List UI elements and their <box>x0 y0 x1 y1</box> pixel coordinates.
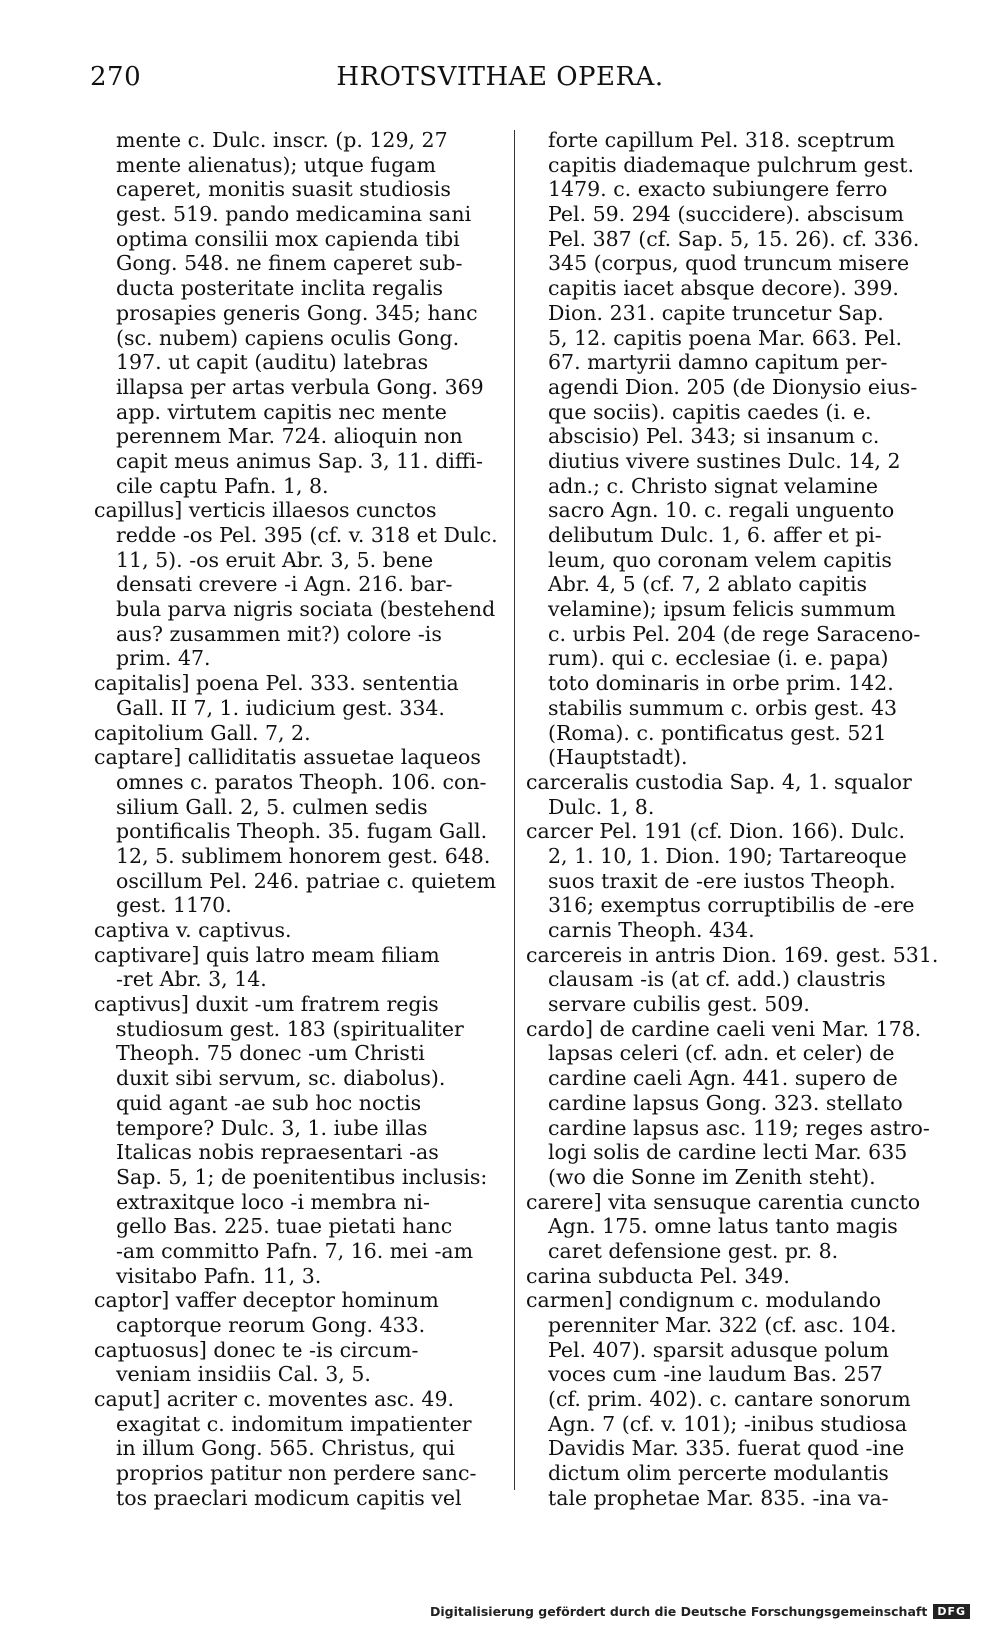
entry-line: Pel. 59. 294 (succidere). abscisum <box>548 202 904 227</box>
entry-line: Abr. 4, 5 (cf. 7, 2 ablato capitis <box>548 572 868 597</box>
entry-headword-line: capitalis] poena Pel. 333. sententia <box>94 671 459 696</box>
entry-line: que sociis). capitis caedes (i. e. <box>548 399 872 424</box>
entry-line: bula parva nigris sociata (bestehend <box>116 597 496 622</box>
dfg-logo: DFG <box>933 1604 970 1619</box>
entry-line: extraxitque loco -i membra ni- <box>116 1189 430 1214</box>
entry-line: -ret Abr. 3, 14. <box>116 967 267 992</box>
entry-line: 67. martyrii damno capitum per- <box>548 350 888 375</box>
entry-line: agendi Dion. 205 (de Dionysio eius- <box>548 374 918 399</box>
entry-line: prim. 47. <box>116 646 211 671</box>
entry-line: veniam insidiis Cal. 3, 5. <box>116 1362 371 1387</box>
entry-line: redde -os Pel. 395 (cf. v. 318 et Dulc. <box>116 523 498 547</box>
entry-line: in illum Gong. 565. Christus, qui <box>116 1436 455 1461</box>
entry-line: voces cum -ine laudum Bas. 257 <box>548 1362 883 1387</box>
entry-line: perenniter Mar. 322 (cf. asc. 104. <box>548 1313 897 1337</box>
entry-line: Pel. 407). sparsit adusque polum <box>548 1337 889 1362</box>
entry-headword-line: carceralis custodia Sap. 4, 1. squalor <box>526 769 912 794</box>
entry-line: Dion. 231. capite truncetur Sap. <box>548 300 884 325</box>
entry-line: 5, 12. capitis poena Mar. 663. Pel. <box>548 325 902 350</box>
entry-line: tempore? Dulc. 3, 1. iube illas <box>116 1115 428 1140</box>
entry-line: capit meus animus Sap. 3, 11. diffi- <box>116 448 483 473</box>
right-column <box>526 128 940 1511</box>
entry-line: captorque reorum Gong. 433. <box>116 1313 426 1337</box>
entry-line: Gall. II 7, 1. iudicium gest. 334. <box>116 695 445 720</box>
entry-headword-line: captare] calliditatis assuetae laqueos <box>94 745 481 770</box>
entry-line: (Roma). c. pontificatus gest. 521 <box>548 720 887 745</box>
entry-line: silium Gall. 2, 5. culmen sedis <box>116 794 428 819</box>
entry-line: servare cubilis gest. 509. <box>548 992 810 1017</box>
entry-line: cardine lapsus asc. 119; reges astro- <box>548 1115 930 1140</box>
entry-line: studiosum gest. 183 (spiritualiter <box>116 1016 464 1041</box>
entry-line: caret defensione gest. pr. 8. <box>548 1238 839 1263</box>
page-header <box>90 62 910 102</box>
entry-line: pontificalis Theoph. 35. fugam Gall. <box>116 819 488 844</box>
entry-line: toto dominaris in orbe prim. 142. <box>548 671 894 696</box>
entry-line: 1479. c. exacto subiungere ferro <box>548 177 888 202</box>
entry-line: (wo die Sonne im Zenith steht). <box>548 1164 876 1189</box>
entry-line: velamine); ipsum felicis summum <box>548 597 896 622</box>
entry-line: optima consilii mox capienda tibi <box>116 226 460 251</box>
entry-headword-line: capillus] verticis illaesos cunctos <box>94 498 437 523</box>
entry-line: adn.; c. Christo signat velamine <box>548 473 879 498</box>
entry-line: lapsas celeri (cf. adn. et celer) de <box>548 1041 895 1066</box>
entry-line: (Hauptstadt). <box>548 745 688 770</box>
entry-line: cardine caeli Agn. 441. supero de <box>548 1066 898 1091</box>
entry-headword-line: carmen] condignum c. modulando <box>526 1288 882 1313</box>
entry-line: capitis iacet absque decore). 399. <box>548 276 899 301</box>
entry-line: forte capillum Pel. 318. sceptrum <box>548 128 895 152</box>
entry-line: (sc. nubem) capiens oculis Gong. <box>116 325 460 350</box>
entry-line: tale prophetae Mar. 835. -ina va- <box>548 1485 889 1510</box>
entry-line: gest. 519. pando medicamina sani <box>116 202 472 227</box>
running-title: HROTSVITHAE OPERA. <box>336 62 664 92</box>
entry-line: Agn. 175. omne latus tanto magis <box>548 1214 898 1239</box>
entry-line: prosapies generis Gong. 345; hanc <box>116 300 478 325</box>
entry-headword-line: caput] acriter c. moventes asc. 49. <box>94 1387 455 1412</box>
entry-line: cardine lapsus Gong. 323. stellato <box>548 1090 903 1115</box>
entry-line: caperet, monitis suasit studiosis <box>116 177 451 202</box>
entry-line: diutius vivere sustines Dulc. 14, 2 <box>548 448 901 473</box>
page-number: 270 <box>90 62 142 92</box>
entry-headword-line: cardo] de cardine caeli veni Mar. 178. <box>526 1016 922 1041</box>
entry-headword-line: carcer Pel. 191 (cf. Dion. 166). Dulc. <box>526 819 905 844</box>
entry-line: mente alienatus); utque fugam <box>116 152 436 177</box>
entry-line: Dulc. 1, 8. <box>548 794 655 819</box>
entry-line: oscillum Pel. 246. patriae c. quietem <box>116 868 497 893</box>
entry-line: exagitat c. indomitum impatienter <box>116 1411 472 1436</box>
entry-line: sacro Agn. 10. c. regali unguento <box>548 498 895 523</box>
entry-line: suos traxit de -ere iustos Theoph. <box>548 868 896 893</box>
entry-line: stabilis summum c. orbis gest. 43 <box>548 695 898 720</box>
entry-line: proprios patitur non perdere sanc- <box>116 1461 477 1486</box>
entry-line: Agn. 7 (cf. v. 101); -inibus studiosa <box>548 1411 908 1436</box>
entry-headword-line: capitolium Gall. 7, 2. <box>94 720 311 745</box>
entry-line: dictum olim percerte modulantis <box>548 1461 889 1486</box>
column-divider <box>514 130 515 1490</box>
entry-line: cile captu Pafn. 1, 8. <box>116 473 329 498</box>
entry-headword-line: carere] vita sensuque carentia cuncto <box>526 1189 921 1214</box>
entry-line: 11, 5). -os eruit Abr. 3, 5. bene <box>116 547 434 572</box>
entry-line: app. virtutem capitis nec mente <box>116 399 447 424</box>
entry-line: Gong. 548. ne finem caperet sub- <box>116 251 463 276</box>
footer-text: Digitalisierung gefördert durch die Deutsche Forschungsgemeinschaft <box>429 1604 928 1619</box>
digitization-footer <box>430 1604 970 1619</box>
entry-line: omnes c. paratos Theoph. 106. con- <box>116 769 487 794</box>
entry-line: abscisio) Pel. 343; si insanum c. <box>548 424 880 449</box>
entry-headword-line: captiva v. captivus. <box>94 918 292 942</box>
entry-line: capitis diademaque pulchrum gest. <box>548 152 915 177</box>
entry-headword-line: captivus] duxit -um fratrem regis <box>94 992 439 1017</box>
entry-line: 12, 5. sublimem honorem gest. 648. <box>116 843 491 868</box>
entry-line: mente c. Dulc. inscr. (p. 129, 27 <box>116 128 448 152</box>
entry-line: tos praeclari modicum capitis vel <box>116 1485 462 1510</box>
entry-line: carnis Theoph. 434. <box>548 918 755 942</box>
entry-line: logi solis de cardine lecti Mar. 635 <box>548 1140 908 1165</box>
entry-line: gest. 1170. <box>116 893 232 918</box>
entry-line: 345 (corpus, quod truncum misere <box>548 251 910 276</box>
entry-line: 197. ut capit (auditu) latebras <box>116 350 429 375</box>
entry-line: Sap. 5, 1; de poenitentibus inclusis: <box>116 1164 488 1189</box>
entry-line: illapsa per artas verbula Gong. 369 <box>116 374 484 399</box>
entry-line: delibutum Dulc. 1, 6. affer et pi- <box>548 523 882 547</box>
entry-line: Davidis Mar. 335. fuerat quod -ine <box>548 1436 905 1461</box>
entry-line: quid agant -ae sub hoc noctis <box>116 1090 422 1115</box>
entry-headword-line: captor] vaffer deceptor hominum <box>94 1288 439 1313</box>
entry-headword-line: carina subducta Pel. 349. <box>526 1263 790 1288</box>
entry-line: duxit sibi servum, sc. diabolus). <box>116 1066 446 1091</box>
entry-line: leum, quo coronam velem capitis <box>548 547 892 572</box>
entry-line: 2, 1. 10, 1. Dion. 190; Tartareoque <box>548 843 907 868</box>
entry-line: aus? zusammen mit?) colore -is <box>116 621 442 646</box>
entry-line: Pel. 387 (cf. Sap. 5, 15. 26). cf. 336. <box>548 226 920 251</box>
entry-line: Theoph. 75 donec -um Christi <box>116 1041 425 1066</box>
entry-headword-line: captuosus] donec te -is circum- <box>94 1337 419 1362</box>
entry-line: perennem Mar. 724. alioquin non <box>116 424 463 449</box>
entry-line: -am committo Pafn. 7, 16. mei -am <box>116 1238 474 1263</box>
entry-headword-line: carcereis in antris Dion. 169. gest. 531. <box>526 942 939 967</box>
entry-line: gello Bas. 225. tuae pietati hanc <box>116 1214 453 1239</box>
entry-line: Italicas nobis repraesentari -as <box>116 1140 439 1165</box>
entry-line: ducta posteritate inclita regalis <box>116 276 444 301</box>
entry-headword-line: captivare] quis latro meam filiam <box>94 942 440 967</box>
entry-line: 316; exemptus corruptibilis de -ere <box>548 893 915 918</box>
entry-line: c. urbis Pel. 204 (de rege Saraceno- <box>548 621 921 646</box>
entry-line: clausam -is (at cf. add.) claustris <box>548 967 886 992</box>
entry-line: rum). qui c. ecclesiae (i. e. papa) <box>548 646 889 671</box>
entry-line: visitabo Pafn. 11, 3. <box>116 1263 322 1288</box>
left-column <box>94 128 507 1511</box>
entry-line: (cf. prim. 402). c. cantare sonorum <box>548 1387 911 1412</box>
entry-line: densati crevere -i Agn. 216. bar- <box>116 572 453 597</box>
